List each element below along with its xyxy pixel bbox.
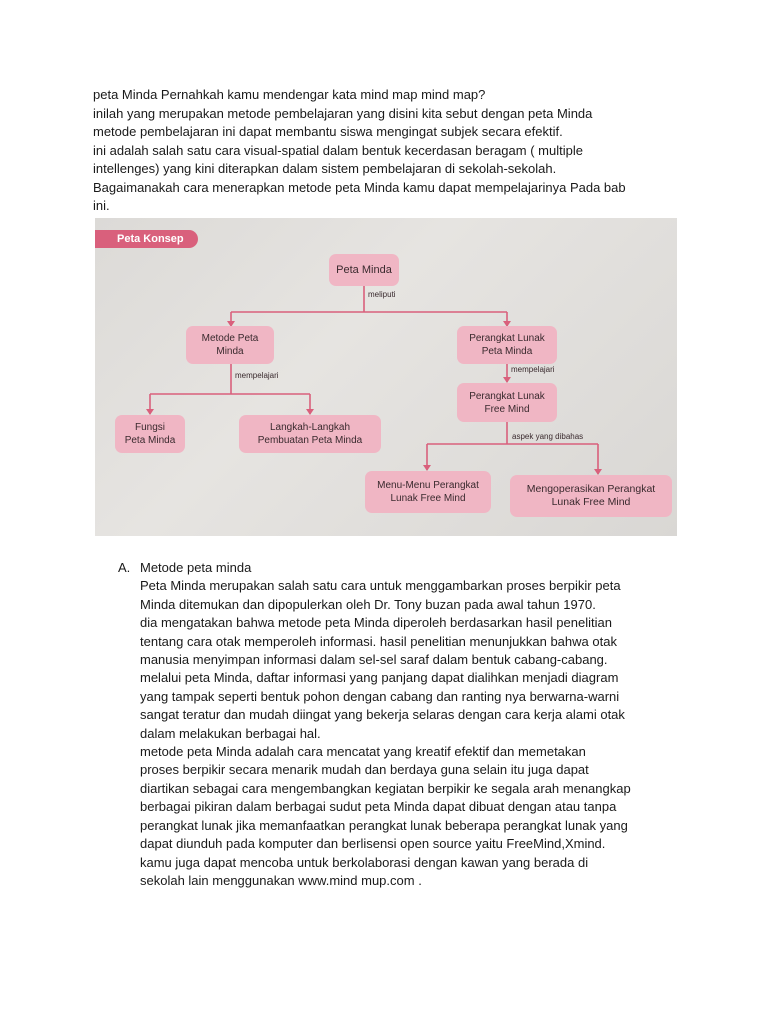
body-line: melalui peta Minda, daftar informasi yang panjang dapat dialihkan menjadi diagram xyxy=(140,670,619,686)
body-line: diartikan sebagai cara mengembangkan kegiatan berpikir ke segala arah menangkap xyxy=(140,780,631,796)
intro-line: ini adalah salah satu cara visual-spatial dalam bentuk kecerdasan beragam ( multiple xyxy=(93,142,583,158)
body-line: dapat diunduh pada komputer dan berlisensi open source yaitu FreeMind,Xmind. xyxy=(140,836,606,852)
intro-line: Bagaimanakah cara menerapkan metode peta Minda kamu dapat mempelajarinya Pada bab xyxy=(93,179,626,195)
node-mengoperasikan-free-mind: Mengoperasikan Perangkat Lunak Free Mind xyxy=(510,475,672,517)
node-fungsi-peta-minda: Fungsi Peta Minda xyxy=(115,415,185,453)
node-langkah-langkah: Langkah-Langkah Pembuatan Peta Minda xyxy=(239,415,381,453)
edge-label-mempelajari-left: mempelajari xyxy=(235,371,279,380)
edge-label-meliputi: meliputi xyxy=(368,290,396,299)
body-line: Peta Minda merupakan salah satu cara untuk menggambarkan proses berpikir peta xyxy=(140,578,621,594)
body-line: manusia menyimpan informasi dalam sel-sel saraf dalam bentuk cabang-cabang. xyxy=(140,652,608,668)
node-menu-menu-free-mind: Menu-Menu Perangkat Lunak Free Mind xyxy=(365,471,491,513)
body-line: perangkat lunak jika memanfaatkan perangkat lunak beberapa perangkat lunak yang xyxy=(140,817,628,833)
edge-label-aspek: aspek yang dibahas xyxy=(512,432,584,441)
concept-map-tag: Peta Konsep xyxy=(95,230,198,248)
body-line: sangat teratur dan mudah diingat yang bekerja selaras dengan cara kerja alami otak xyxy=(140,707,625,723)
body-line: metode peta Minda adalah cara mencatat yang kreatif efektif dan memetakan xyxy=(140,744,586,760)
intro-line: metode pembelajaran ini dapat membantu siswa mengingat subjek secara efektif. xyxy=(93,124,563,139)
body-line: berbagai pikiran dalam berbagai sudut peta Minda dapat dibuat dengan atau tanpa xyxy=(140,799,617,815)
intro-paragraph xyxy=(93,86,693,216)
node-perangkat-lunak-free-mind: Perangkat Lunak Free Mind xyxy=(457,383,557,422)
edge-label-mempelajari-right: mempelajari xyxy=(511,365,555,374)
section-a-heading xyxy=(118,559,698,577)
intro-line: peta Minda Pernahkah kamu mendengar kata mind map mind map? xyxy=(93,87,486,102)
intro-line: intellenges) yang kini diterapkan dalam sistem pembelajaran di sekolah-sekolah. xyxy=(93,161,557,176)
body-line: yang tampak seperti bentuk pohon dengan cabang dan ranting nya berwarna-warni xyxy=(140,688,620,704)
section-title: Metode peta minda xyxy=(140,560,252,575)
body-line: Minda ditemukan dan dipopulerkan oleh Dr. Tony buzan pada awal tahun 1970. xyxy=(140,596,596,612)
section-a xyxy=(118,559,698,890)
concept-map-photo xyxy=(95,218,677,536)
body-line: sekolah lain menggunakan www.mind mup.com . xyxy=(140,872,422,888)
section-marker: A. xyxy=(118,560,131,575)
node-metode-peta-minda: Metode Peta Minda xyxy=(186,326,274,364)
node-perangkat-lunak-peta-minda: Perangkat Lunak Peta Minda xyxy=(457,326,557,364)
node-root: Peta Minda xyxy=(329,254,399,286)
intro-line: ini. xyxy=(93,198,110,213)
body-line: dalam melakukan berbagai hal. xyxy=(140,725,321,741)
section-a-body xyxy=(140,577,698,890)
body-line: tentang cara otak memperoleh informasi. hasil penelitian menunjukkan bahwa otak xyxy=(140,633,617,649)
intro-line: inilah yang merupakan metode pembelajaran yang disini kita sebut dengan peta Minda xyxy=(93,105,593,121)
body-line: kamu juga dapat mencoba untuk berkolaborasi dengan kawan yang berada di xyxy=(140,854,589,870)
body-line: proses berpikir secara menarik mudah dan berdaya guna selain itu juga dapat xyxy=(140,762,589,778)
body-line: dia mengatakan bahwa metode peta Minda diperoleh berdasarkan hasil penelitian xyxy=(140,615,612,631)
